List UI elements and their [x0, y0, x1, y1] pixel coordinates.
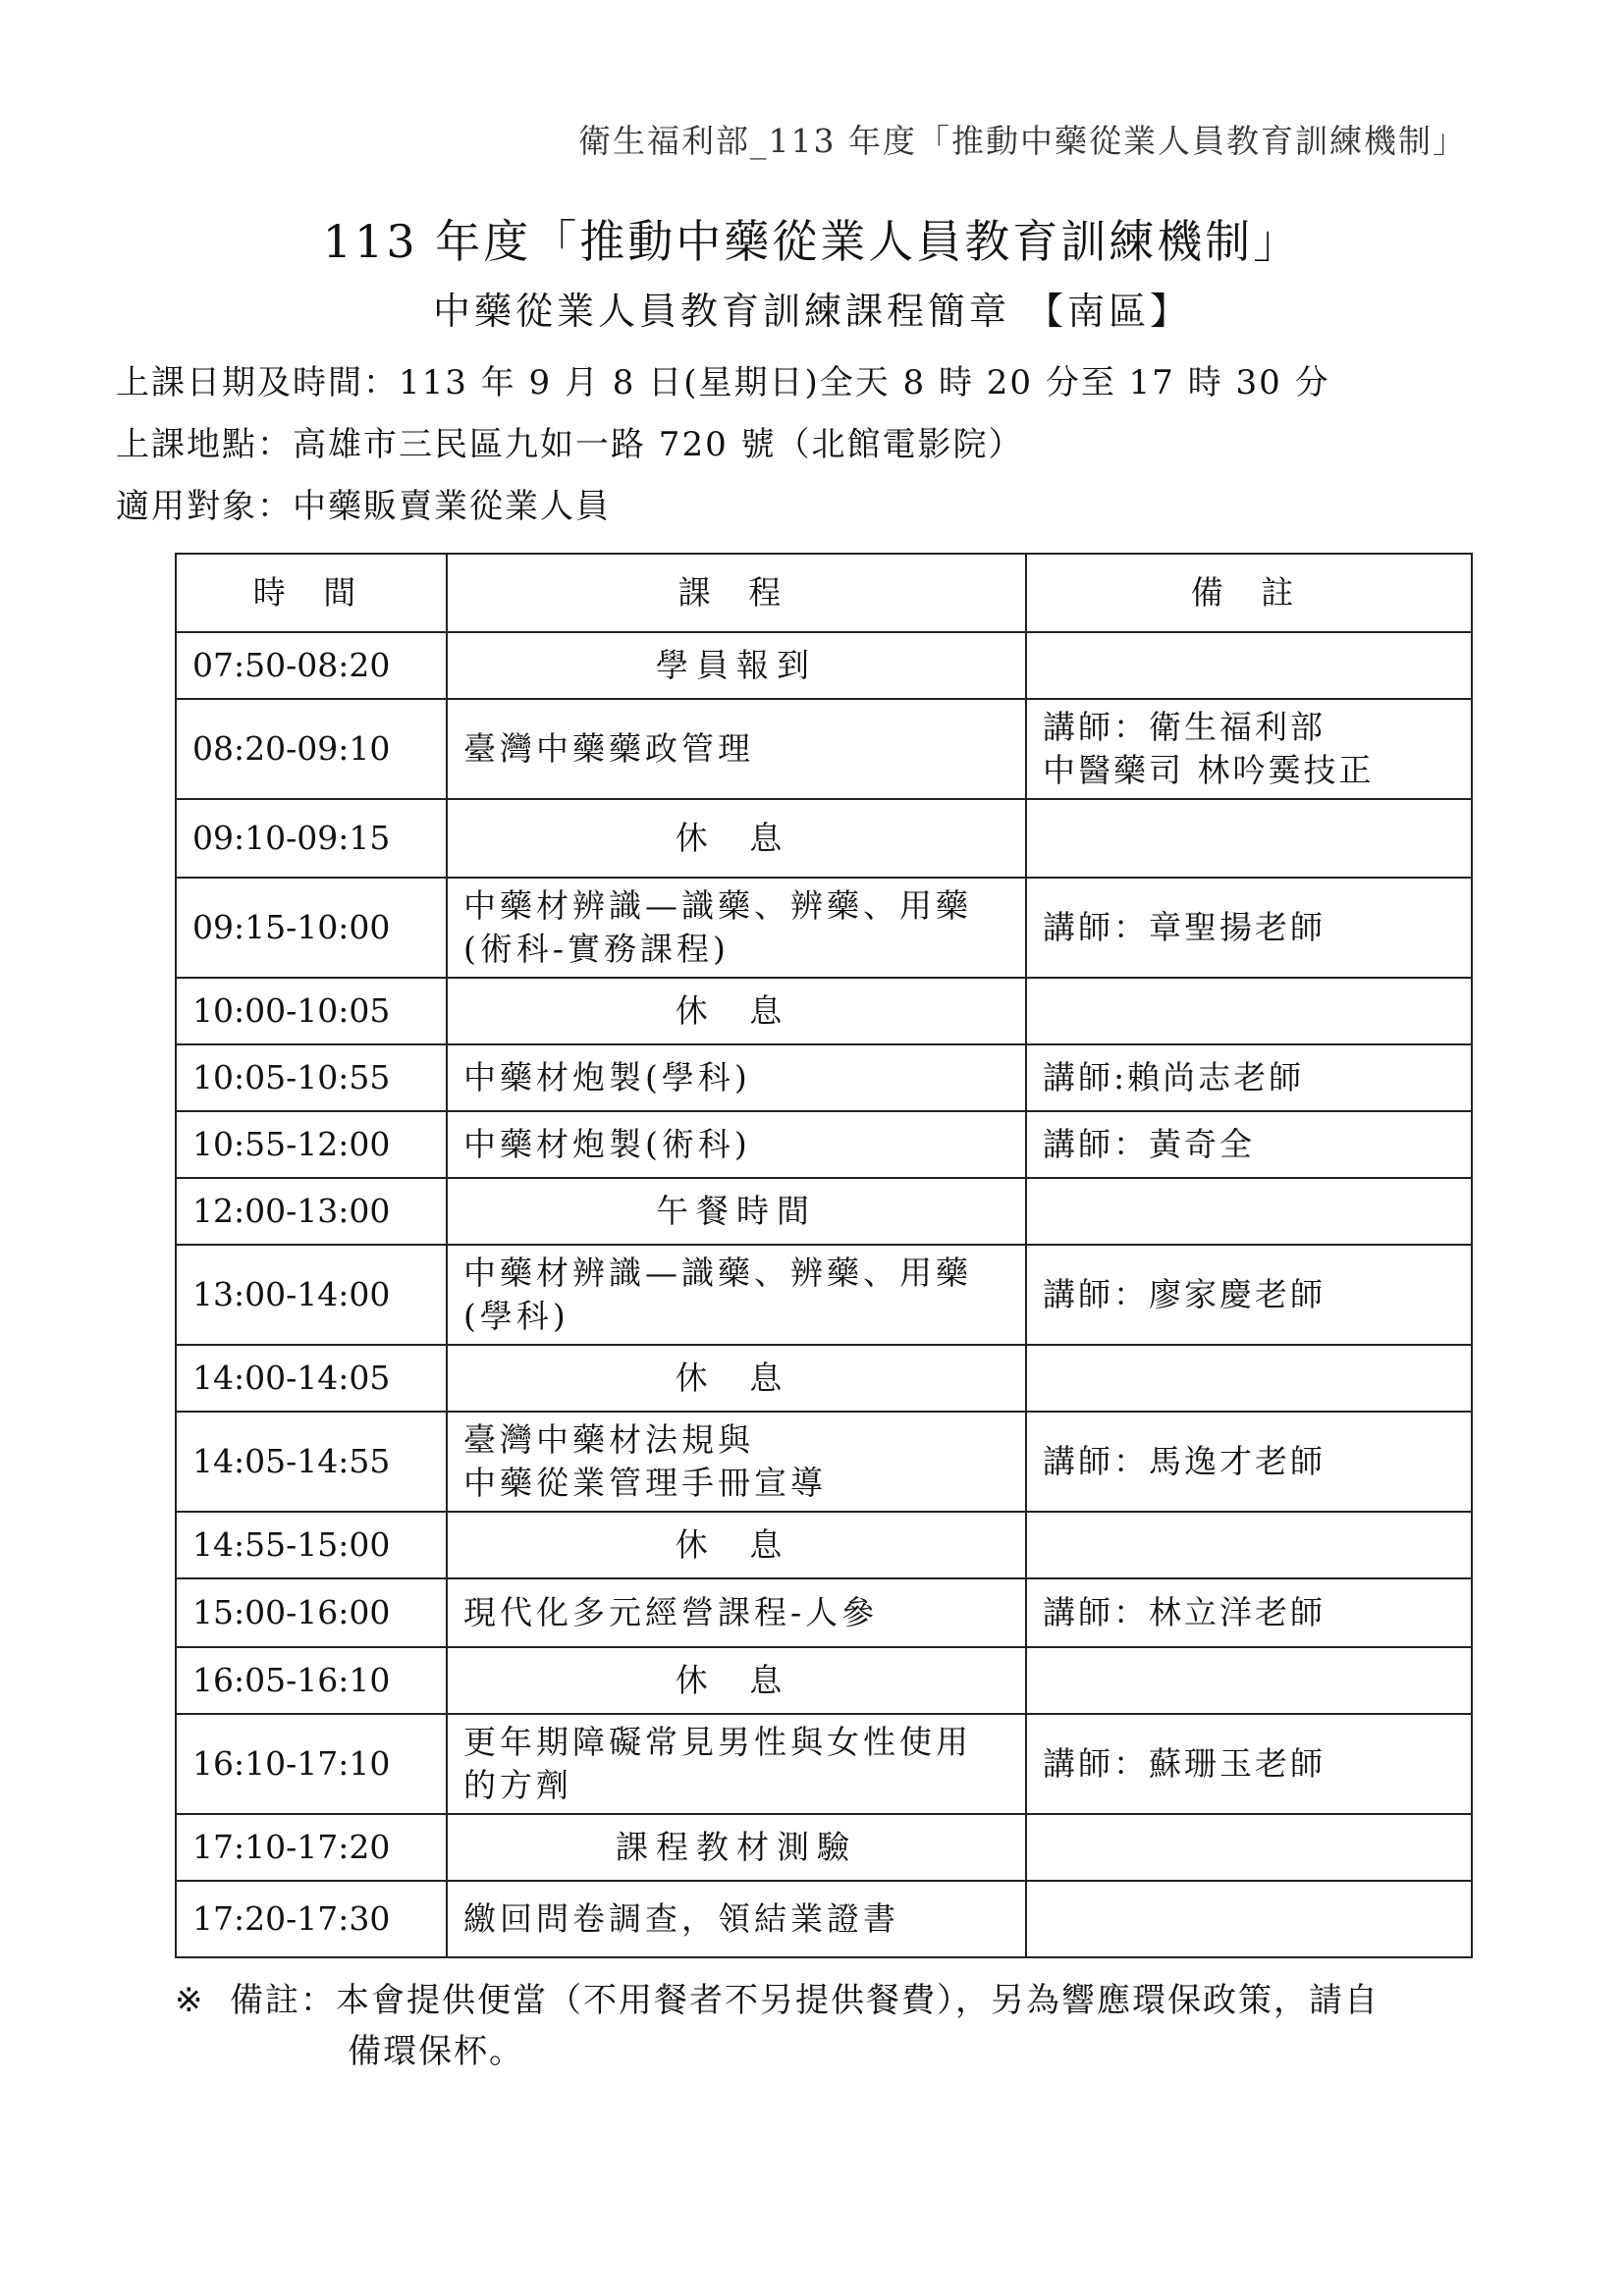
row-note [1026, 1111, 1472, 1178]
row-note-line: 講師：章聖揚老師 [1043, 908, 1326, 946]
table-row [176, 1512, 1472, 1578]
row-course-line: 課程教材測驗 [616, 1828, 857, 1866]
row-note [1026, 1412, 1472, 1512]
table-row [176, 632, 1472, 699]
table-row [176, 978, 1472, 1044]
row-time: 14:00-14:05 [176, 1345, 447, 1412]
table-row [176, 1245, 1472, 1345]
row-time: 09:10-09:15 [176, 799, 447, 878]
row-course [447, 1647, 1026, 1714]
info-audience: 適用對象：中藥販賣業從業人員 [116, 487, 611, 526]
row-note-line: 講師：蘇珊玉老師 [1043, 1744, 1326, 1783]
row-course [447, 1178, 1026, 1245]
table-row [176, 1178, 1472, 1245]
row-note-line: 講師：馬逸才老師 [1043, 1442, 1326, 1480]
row-course-line: 休 息 [675, 1359, 798, 1397]
row-course [447, 1044, 1026, 1111]
table-row [176, 1111, 1472, 1178]
row-course [447, 699, 1026, 799]
row-course [447, 1881, 1026, 1957]
table-row [176, 878, 1472, 978]
row-course [447, 978, 1026, 1044]
row-course [447, 632, 1026, 699]
row-time: 08:20-09:10 [176, 699, 447, 799]
row-course [447, 1814, 1026, 1881]
row-time: 15:00-16:00 [176, 1578, 447, 1647]
row-note [1026, 799, 1472, 878]
row-course-line: 休 息 [675, 1661, 798, 1699]
row-course-line: 更年期障礙常見男性與女性使用 [463, 1723, 972, 1761]
row-course [447, 1714, 1026, 1814]
row-course-line: 學員報到 [656, 646, 817, 684]
row-note-line: 講師:賴尚志老師 [1043, 1058, 1305, 1096]
row-course-line: (學科) [463, 1297, 569, 1335]
row-course [447, 1512, 1026, 1578]
row-note [1026, 1578, 1472, 1647]
row-note-line: 講師：衛生福利部 [1043, 708, 1326, 746]
row-note-line: 講師：黃奇全 [1043, 1125, 1255, 1163]
info-date: 上課日期及時間：113 年 9 月 8 日(星期日)全天 8 時 20 分至 17 時 30 分 [116, 363, 1330, 402]
table-header-row [176, 554, 1472, 632]
row-course-line: 休 息 [675, 819, 798, 857]
footnote-mark: ※ [175, 1981, 205, 2020]
row-course [447, 1412, 1026, 1512]
table-row [176, 1647, 1472, 1714]
table-row [176, 1044, 1472, 1111]
row-course-line: 的方劑 [463, 1766, 572, 1804]
row-time: 17:10-17:20 [176, 1814, 447, 1881]
row-course-line: 中藥從業管理手冊宣導 [463, 1464, 827, 1502]
row-course-line: (術科-實務課程) [463, 930, 730, 968]
table-row [176, 1412, 1472, 1512]
row-course-line: 休 息 [675, 991, 798, 1030]
footnote [175, 1975, 1481, 2077]
row-time: 14:05-14:55 [176, 1412, 447, 1512]
row-note [1026, 632, 1472, 699]
row-note-line: 中醫藥司 林吟霙技正 [1043, 751, 1375, 789]
schedule-table [175, 553, 1473, 1958]
row-note [1026, 878, 1472, 978]
row-course-line: 臺灣中藥藥政管理 [463, 729, 754, 768]
row-course-line: 休 息 [675, 1525, 798, 1564]
header-course: 課 程 [447, 554, 1026, 632]
row-time: 13:00-14:00 [176, 1245, 447, 1345]
row-time: 10:00-10:05 [176, 978, 447, 1044]
header-note: 衛生福利部_113 年度「推動中藥從業人員教育訓練機制」 [578, 122, 1467, 160]
row-course-line: 中藥材炮製(術科) [463, 1125, 751, 1163]
row-note [1026, 1512, 1472, 1578]
table-row [176, 1881, 1472, 1957]
row-note [1026, 1647, 1472, 1714]
row-course [447, 1111, 1026, 1178]
header-note: 備 註 [1026, 554, 1472, 632]
row-time: 09:15-10:00 [176, 878, 447, 978]
schedule-body [176, 632, 1472, 1957]
table-row [176, 1714, 1472, 1814]
row-note [1026, 1178, 1472, 1245]
row-time: 17:20-17:30 [176, 1881, 447, 1957]
page-subtitle: 中藥從業人員教育訓練課程簡章 【南區】 [432, 290, 1192, 333]
row-note-line: 講師：廖家慶老師 [1043, 1275, 1326, 1313]
row-note [1026, 1345, 1472, 1412]
row-course-line: 臺灣中藥材法規與 [463, 1420, 754, 1459]
row-time: 10:55-12:00 [176, 1111, 447, 1178]
row-time: 14:55-15:00 [176, 1512, 447, 1578]
table-row [176, 1814, 1472, 1881]
row-time: 12:00-13:00 [176, 1178, 447, 1245]
table-row [176, 799, 1472, 878]
table-row [176, 699, 1472, 799]
row-course-line: 午餐時間 [656, 1192, 817, 1230]
row-course [447, 799, 1026, 878]
table-row [176, 1345, 1472, 1412]
row-note [1026, 1245, 1472, 1345]
row-time: 16:10-17:10 [176, 1714, 447, 1814]
row-course-line: 現代化多元經營課程-人參 [463, 1593, 879, 1631]
row-course [447, 1578, 1026, 1647]
row-note [1026, 1814, 1472, 1881]
row-note [1026, 1881, 1472, 1957]
row-time: 07:50-08:20 [176, 632, 447, 699]
row-note [1026, 1044, 1472, 1111]
row-course-line: 繳回問卷調查，領結業證書 [463, 1899, 899, 1938]
row-course [447, 878, 1026, 978]
footnote-line-2: 備環保杯。 [348, 2032, 524, 2071]
row-course-line: 中藥材辨識—識藥、辨藥、用藥 [463, 1254, 972, 1292]
row-course-line: 中藥材辨識—識藥、辨藥、用藥 [463, 886, 972, 925]
row-course-line: 中藥材炮製(學科) [463, 1058, 751, 1096]
table-row [176, 1578, 1472, 1647]
row-course [447, 1245, 1026, 1345]
row-time: 10:05-10:55 [176, 1044, 447, 1111]
footnote-line-1: 備註：本會提供便當（不用餐者不另提供餐費），另為響應環保政策，請自 [230, 1981, 1380, 2020]
header-time: 時 間 [176, 554, 447, 632]
row-note [1026, 699, 1472, 799]
page-title: 113 年度「推動中藥從業人員教育訓練機制」 [322, 215, 1302, 268]
row-note [1026, 1714, 1472, 1814]
info-location: 上課地點：高雄市三民區九如一路 720 號（北館電影院） [116, 425, 1024, 464]
row-note-line: 講師：林立洋老師 [1043, 1593, 1326, 1631]
row-time: 16:05-16:10 [176, 1647, 447, 1714]
row-note [1026, 978, 1472, 1044]
row-course [447, 1345, 1026, 1412]
